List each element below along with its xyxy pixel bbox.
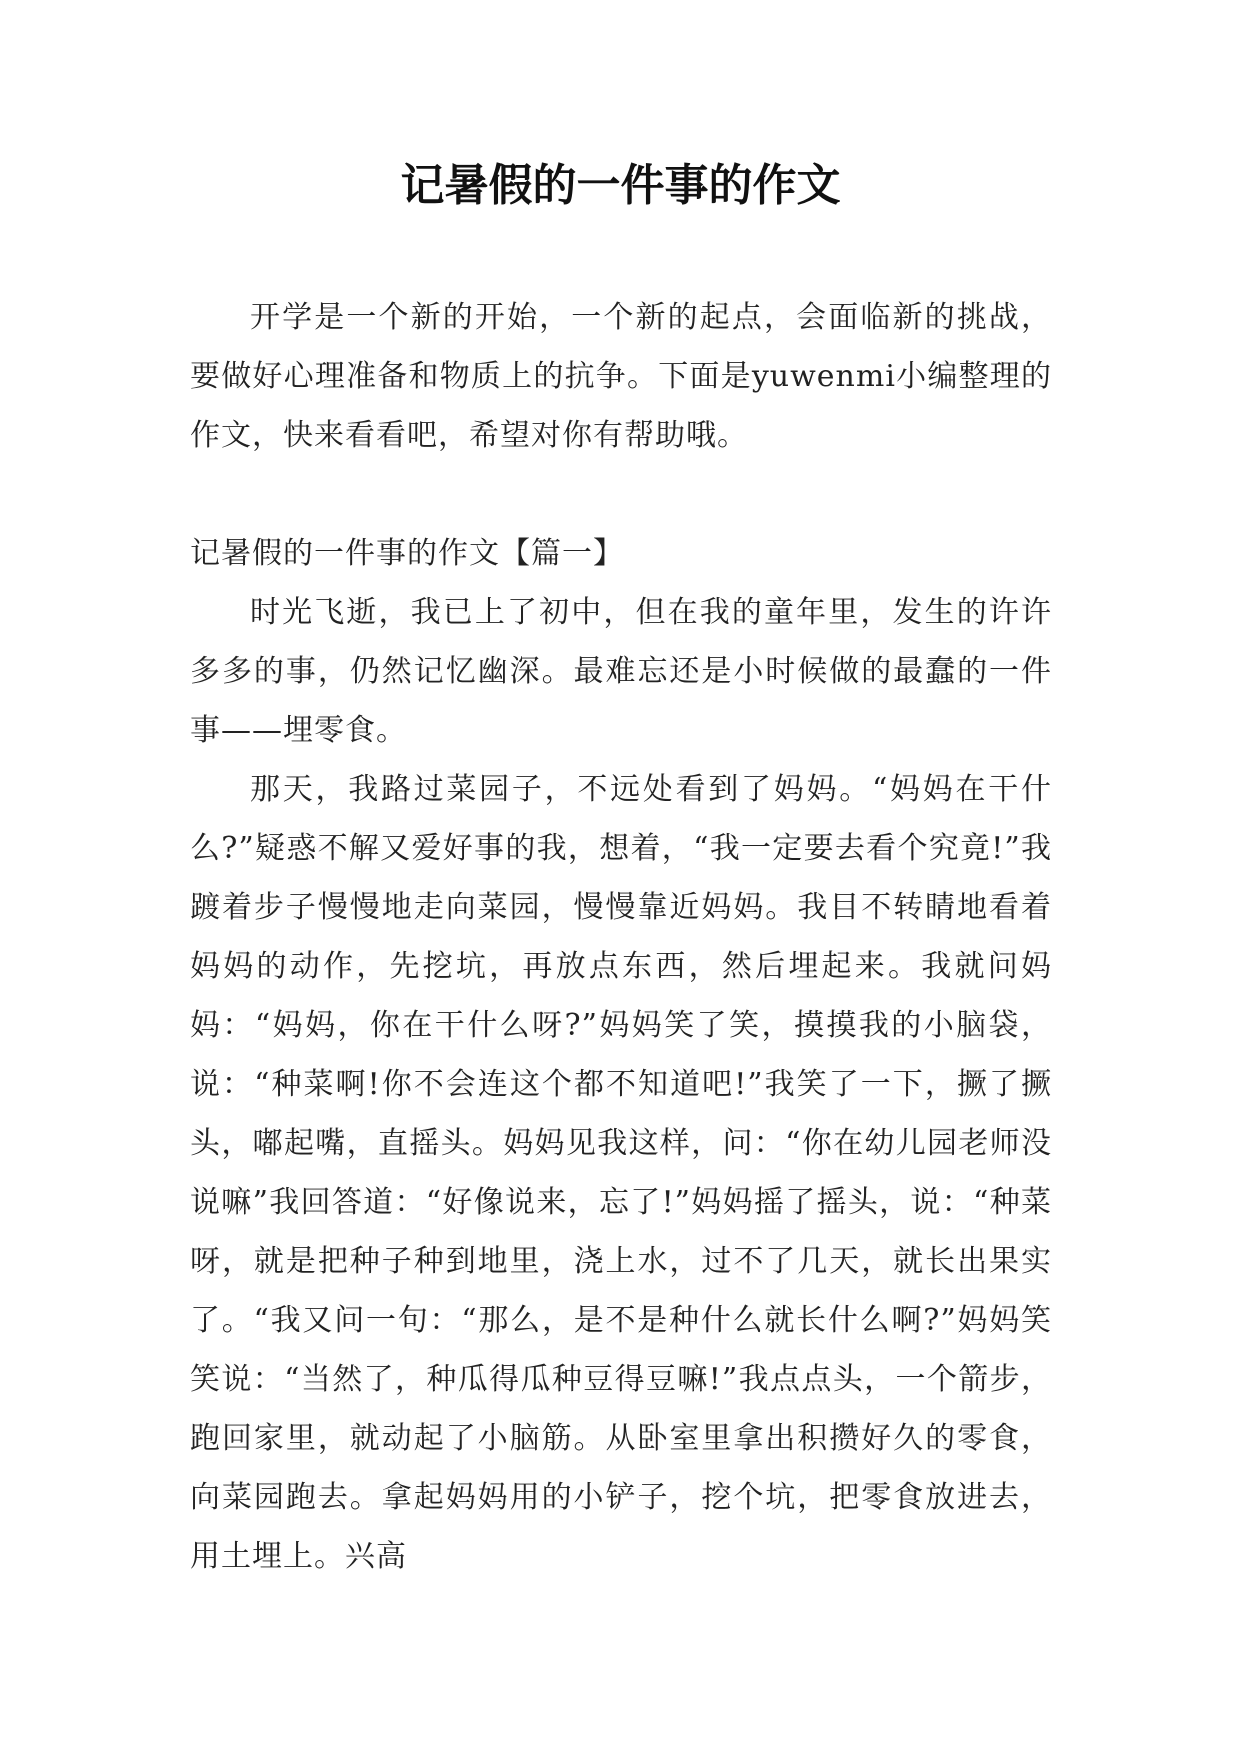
- intro-block: [190, 288, 1052, 465]
- intro-paragraph: 开学是一个新的开始，一个新的起点，会面临新的挑战，要做好心理准备和物质上的抗争。下面是yuwenmi小编整理的作文，快来看看吧，希望对你有帮助哦。: [190, 300, 1052, 453]
- section-paragraph-2: 那天，我路过菜园子，不远处看到了妈妈。“妈妈在干什么?”疑惑不解又爱好事的我，想着，“我一定要去看个究竟!”我踱着步子慢慢地走向菜园，慢慢靠近妈妈。我目不转睛地看着妈妈的动作，先挖坑，再放点东西，然后埋起来。我就问妈妈：“妈妈，你在干什么呀?”妈妈笑了笑，摸摸我的小脑袋，说：“种菜啊!你不会连这个都不知道吧!”我笑了一下，撅了撅头，嘟起嘴，直摇头。妈妈见我这样，问：“你在幼儿园老师没说嘛”我回答道：“好像说来，忘了!”妈妈摇了摇头，说：“种菜呀，就是把种子种到地里，浇上水，过不了几天，就长出果实了。“我又问一句：“那么，是不是种什么就长什么啊?”妈妈笑笑说：“当然了，种瓜得瓜种豆得豆嘛!”我点点头，一个箭步，跑回家里，就动起了小脑筋。从卧室里拿出积攒好久的零食，向菜园跑去。拿起妈妈用的小铲子，挖个坑，把零食放进去，用土埋上。兴高: [190, 772, 1052, 1574]
- section-paragraph-1: 时光飞逝，我已上了初中，但在我的童年里，发生的许许多多的事，仍然记忆幽深。最难忘还是小时候做的最蠢的一件事——埋零食。: [190, 595, 1052, 748]
- document-title: 记暑假的一件事的作文: [400, 160, 841, 211]
- section-1: [190, 524, 1052, 1586]
- section-heading: 记暑假的一件事的作文【篇一】: [190, 536, 624, 571]
